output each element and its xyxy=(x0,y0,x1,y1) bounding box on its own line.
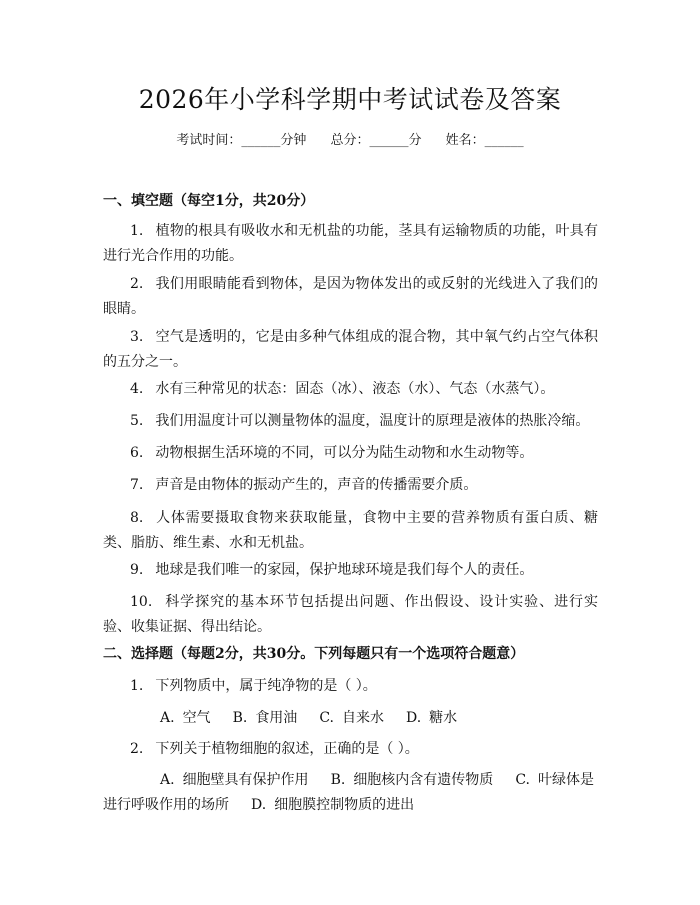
question-item xyxy=(103,737,598,762)
question-number: 8. xyxy=(130,510,144,526)
option-letter: A. xyxy=(160,710,175,726)
question-number: 2. xyxy=(130,741,144,757)
question-text: 下列物质中，属于纯净物的是（ ）。 xyxy=(155,678,377,694)
question-text: 植物的根具有吸收水和无机盐的功能，茎具有运输物质的功能，叶具有进行光合作用的功能。 xyxy=(103,223,598,264)
question-text: 科学探究的基本环节包括提出问题、作出假设、设计实验、进行实验、收集证据、得出结论。 xyxy=(103,594,598,635)
option-list xyxy=(103,706,598,731)
question-item xyxy=(103,441,598,466)
option-text: 细胞核内含有遗传物质 xyxy=(353,772,494,788)
question-item xyxy=(103,473,598,498)
option-letter: D. xyxy=(251,797,267,813)
question-item xyxy=(103,219,598,269)
question-text: 空气是透明的，它是由多种气体组成的混合物，其中氧气约占空气体积的五分之一。 xyxy=(103,329,598,370)
option-d xyxy=(406,710,457,726)
question-number: 1. xyxy=(130,678,144,694)
option-text: 自来水 xyxy=(341,710,384,726)
section-heading-fill-in: 一、填空题（每空1分，共20分） xyxy=(103,193,315,209)
question-item xyxy=(103,558,598,583)
question-text: 下列关于植物细胞的叙述，正确的是（ ）。 xyxy=(155,741,419,757)
question-item xyxy=(103,409,598,434)
option-a xyxy=(160,710,211,726)
option-text: 细胞壁具有保护作用 xyxy=(182,772,309,788)
question-text: 人体需要摄取食物来获取能量，食物中主要的营养物质有蛋白质、糖类、脂肪、维生素、水和无机盐。 xyxy=(103,510,598,551)
question-number: 6. xyxy=(130,445,144,461)
question-number: 7. xyxy=(130,477,144,493)
option-text: 空气 xyxy=(182,710,211,726)
question-item xyxy=(103,674,598,699)
name-field: 姓名：______ xyxy=(445,133,524,148)
option-letter: B. xyxy=(330,772,346,788)
option-list xyxy=(103,768,598,818)
question-item xyxy=(103,590,598,640)
question-number: 1. xyxy=(130,223,144,239)
question-text: 我们用温度计可以测量物体的温度，温度计的原理是液体的热胀冷缩。 xyxy=(155,413,590,429)
exam-time-field: 考试时间：______分钟 xyxy=(176,133,307,148)
question-number: 2. xyxy=(130,276,144,292)
option-letter: B. xyxy=(232,710,248,726)
question-number: 3. xyxy=(130,329,144,345)
option-letter: D. xyxy=(405,710,422,726)
option-d xyxy=(251,797,414,813)
question-number: 4. xyxy=(130,381,144,397)
option-letter: C. xyxy=(319,710,334,726)
exam-meta xyxy=(0,131,700,151)
question-item xyxy=(103,325,598,375)
option-letter: C. xyxy=(515,772,530,788)
option-b xyxy=(331,772,494,788)
question-number: 10. xyxy=(130,594,153,610)
option-b xyxy=(233,710,298,726)
option-text: 叶绿体是进行呼吸作用的场所 xyxy=(103,772,594,813)
option-letter: A. xyxy=(160,772,175,788)
option-a xyxy=(160,772,309,788)
option-text: 食用油 xyxy=(255,710,298,726)
option-text: 糖水 xyxy=(429,710,458,726)
page-title: 2026年小学科学期中考试试卷及答案 xyxy=(138,85,562,114)
question-item xyxy=(103,506,598,556)
option-c xyxy=(319,710,384,726)
question-text: 水有三种常见的状态：固态（冰）、液态（水）、气态（水蒸气）。 xyxy=(155,381,555,397)
question-item xyxy=(103,377,598,402)
total-score-field: 总分：______分 xyxy=(330,133,422,148)
question-text: 地球是我们唯一的家园，保护地球环境是我们每个人的责任。 xyxy=(155,562,534,578)
section-heading-multiple-choice: 二、选择题（每题2分，共30分。下列每题只有一个选项符合题意） xyxy=(103,646,525,662)
question-number: 9. xyxy=(130,562,144,578)
question-text: 声音是由物体的振动产生的，声音的传播需要介质。 xyxy=(155,477,478,493)
option-text: 细胞膜控制物质的进出 xyxy=(274,797,415,813)
question-number: 5. xyxy=(130,413,144,429)
question-text: 我们用眼睛能看到物体，是因为物体发出的或反射的光线进入了我们的眼睛。 xyxy=(103,276,598,317)
question-item xyxy=(103,272,598,322)
question-text: 动物根据生活环境的不同，可以分为陆生动物和水生动物等。 xyxy=(155,445,534,461)
